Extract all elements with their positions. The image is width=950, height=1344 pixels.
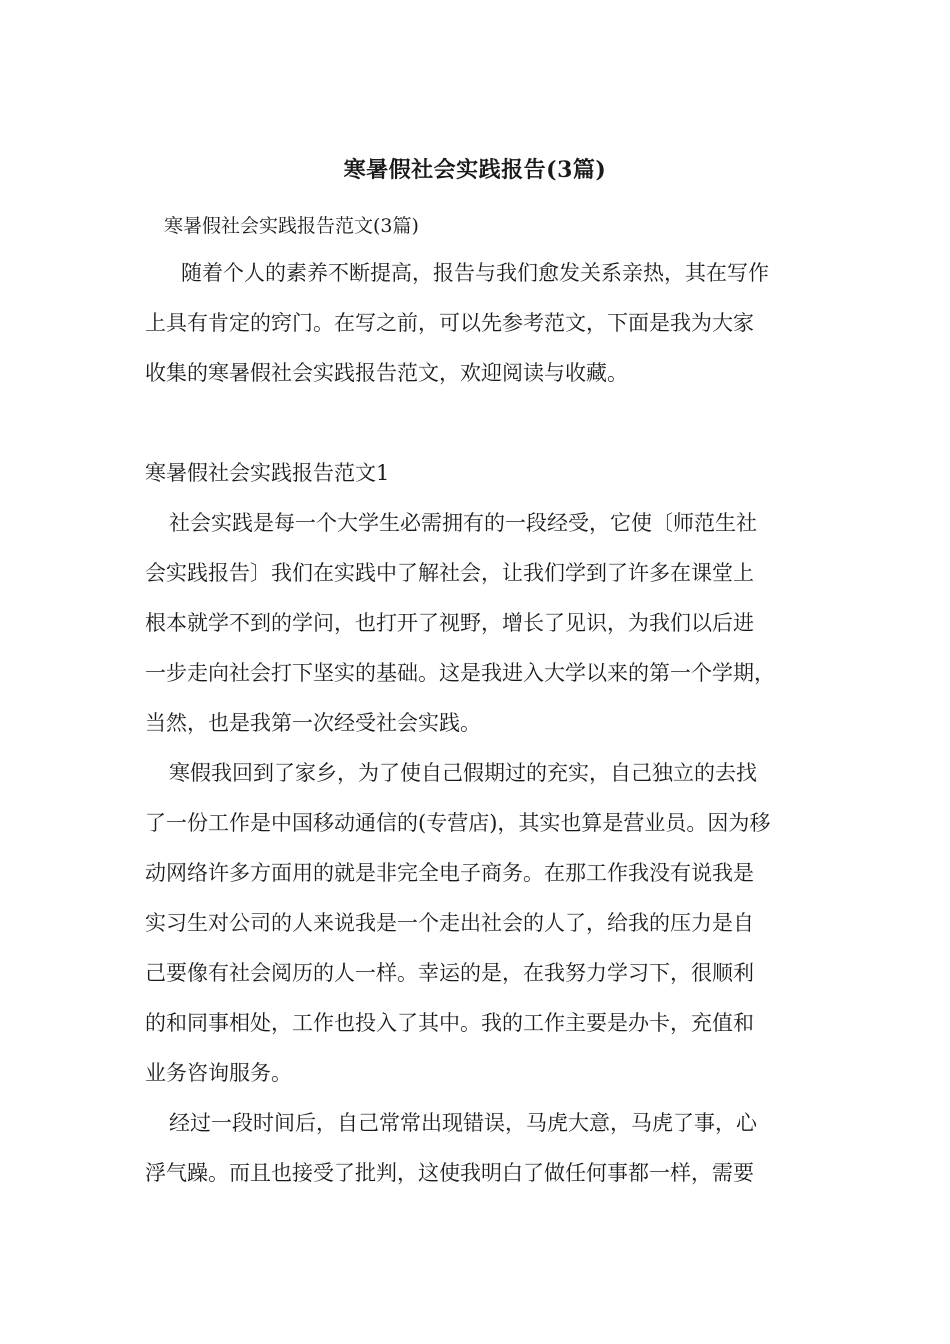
- paragraph-1: [145, 498, 815, 748]
- text-line: 上具有肯定的窍门。在写之前，可以先参考范文，下面是我为大家: [145, 311, 754, 335]
- section-heading: 寒暑假社会实践报告范文1: [145, 461, 390, 485]
- text-line: 随着个人的素养不断提高，报告与我们愈发关系亲热，其在写作: [181, 261, 769, 285]
- paragraph-2: [145, 748, 815, 1098]
- document-title: 寒暑假社会实践报告(3篇): [343, 157, 607, 183]
- text-line: 收集的寒暑假社会实践报告范文，欢迎阅读与收藏。: [145, 361, 628, 385]
- text-line: 的和同事相处，工作也投入了其中。我的工作主要是办卡，充值和: [145, 1011, 754, 1035]
- text-line: 根本就学不到的学问，也打开了视野，增长了见识，为我们以后进: [145, 611, 754, 635]
- document-subtitle: 寒暑假社会实践报告范文(3篇): [164, 215, 419, 237]
- text-line: 了一份工作是中国移动通信的(专营店)，其实也算是营业员。因为移: [145, 811, 771, 835]
- text-line: 社会实践是每一个大学生必需拥有的一段经受，它使〔师范生社: [169, 511, 757, 535]
- text-line: 实习生对公司的人来说我是一个走出社会的人了，给我的压力是自: [145, 911, 754, 935]
- intro-paragraph: [145, 248, 815, 398]
- paragraph-3: [145, 1098, 815, 1198]
- text-line: 经过一段时间后，自己常常出现错误，马虎大意，马虎了事，心: [169, 1111, 757, 1135]
- text-line: 动网络许多方面用的就是非完全电子商务。在那工作我没有说我是: [145, 861, 754, 885]
- section-heading-block: [145, 448, 815, 498]
- text-line: 己要像有社会阅历的人一样。幸运的是，在我努力学习下，很顺利: [145, 961, 754, 985]
- text-line: 当然，也是我第一次经受社会实践。: [145, 711, 481, 735]
- text-line: 浮气躁。而且也接受了批判，这使我明白了做任何事都一样，需要: [145, 1161, 754, 1185]
- text-line: 寒假我回到了家乡，为了使自己假期过的充实，自己独立的去找: [169, 761, 757, 785]
- text-line: 一步走向社会打下坚实的基础。这是我进入大学以来的第一个学期，: [145, 661, 775, 685]
- text-line: 业务咨询服务。: [145, 1061, 292, 1085]
- text-line: 会实践报告〕我们在实践中了解社会，让我们学到了许多在课堂上: [145, 561, 754, 585]
